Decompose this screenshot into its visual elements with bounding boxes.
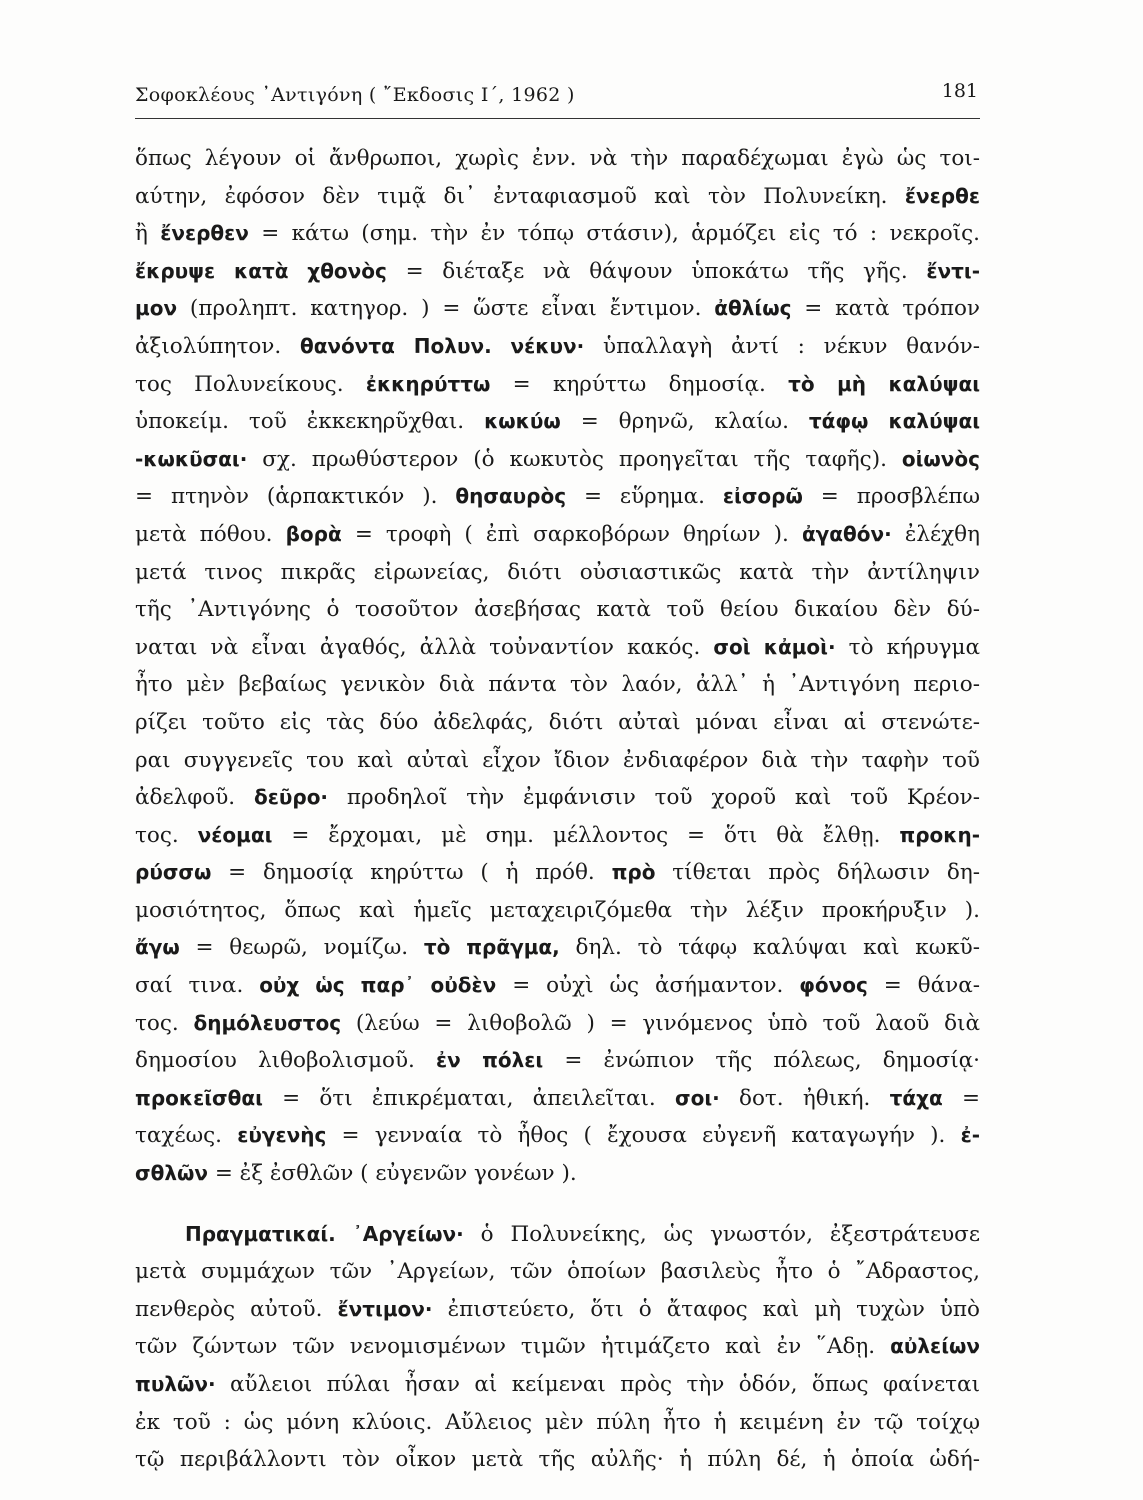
lemma-term: οἰωνὸς bbox=[901, 446, 980, 471]
gloss-text: τος. bbox=[135, 1010, 194, 1036]
lemma-term: τὸ πρᾶγμα, bbox=[423, 935, 560, 960]
gloss-text: δηλ. τὸ τάφῳ καλύψαι καὶ κωκῦ- bbox=[559, 935, 980, 961]
lemma-term: ἐ- bbox=[960, 1123, 981, 1148]
gloss-text: = θεωρῶ, νομίζω. bbox=[179, 935, 424, 961]
text-line bbox=[135, 1328, 980, 1366]
text-line bbox=[135, 516, 980, 554]
lemma-term: Πραγματικαί. ᾿Αργείων· bbox=[185, 1221, 464, 1246]
gloss-text: μετά τινος πικρᾶς εἰρωνείας, διότι οὐσιαστικῶς κατὰ τὴν ἀντίληψιν bbox=[135, 559, 980, 585]
text-line bbox=[135, 742, 980, 780]
lemma-term: δημόλευστος bbox=[193, 1010, 342, 1035]
text-line bbox=[135, 1441, 980, 1479]
gloss-text: αὔλειοι πύλαι ἦσαν αἱ κείμεναι πρὸς τὴν ὁδόν, ὅπως φαίνεται bbox=[215, 1372, 980, 1397]
text-line bbox=[135, 1080, 980, 1118]
gloss-text: ἐκ τοῦ : ὡς μόνη κλύοις. Αὔλειος μὲν πύλη ἦτο ἡ κειμένη ἐν τῷ τοίχῳ bbox=[135, 1409, 980, 1435]
gloss-text: = οὐχὶ ὡς ἀσήμαντον. bbox=[496, 973, 800, 999]
lemma-term: τὸ μὴ καλύψαι bbox=[788, 371, 980, 396]
gloss-text: τῆς ᾿Αντιγόνης ὁ τοσοῦτον ἀσεβήσας κατὰ τοῦ θείου δικαίου δὲν δύ- bbox=[135, 597, 980, 623]
gloss-text: σαί τινα. bbox=[135, 973, 260, 999]
text-line bbox=[135, 817, 980, 855]
running-header bbox=[135, 78, 980, 119]
lemma-term: ἔκρυψε κατὰ χθονὸς bbox=[135, 258, 387, 283]
gloss-text: = κατὰ τρόπον bbox=[791, 296, 981, 322]
gloss-text: μοσιότητος, ὅπως καὶ ἡμεῖς μεταχειριζόμεθα τὴν λέξιν προκήρυξιν ). bbox=[135, 897, 980, 923]
text-line bbox=[135, 290, 980, 328]
gloss-text: (λεύω = λιθοβολῶ ) = γινόμενος ὑπὸ τοῦ λαοῦ διὰ bbox=[341, 1010, 980, 1036]
gloss-text: = κηρύττω δημοσίᾳ. bbox=[490, 371, 789, 397]
text-line bbox=[135, 366, 980, 404]
gloss-text: = κάτω (σημ. τὴν ἐν τόπῳ στάσιν), ἁρμόζει εἰς τό : νεκροῖς. bbox=[248, 221, 981, 247]
gloss-text: = θάνα- bbox=[867, 973, 980, 999]
gloss-text: = θρηνῶ, κλαίω. bbox=[560, 409, 809, 435]
text-line bbox=[135, 629, 980, 667]
text-line bbox=[135, 1117, 980, 1155]
gloss-text: ὑποκείμ. τοῦ ἐκκεκηρῦχθαι. bbox=[135, 409, 485, 435]
lemma-term: τάφῳ καλύψαι bbox=[808, 409, 980, 434]
text-line bbox=[135, 967, 980, 1005]
lemma-term: -κωκῦσαι· bbox=[135, 446, 248, 471]
text-line bbox=[135, 1155, 980, 1193]
text-line bbox=[135, 1216, 980, 1254]
gloss-text: μετὰ πόθου. bbox=[135, 521, 286, 547]
lemma-term: σοὶ κἀμοὶ· bbox=[713, 634, 836, 659]
lemma-term: νέομαι bbox=[197, 822, 273, 847]
gloss-text: δημοσίου λιθοβολισμοῦ. bbox=[135, 1048, 437, 1074]
lemma-term: κωκύω bbox=[484, 409, 561, 434]
header-title: Σοφοκλέους ᾿Αντιγόνη ( ῎Εκδοσις Ι΄, 1962 ) bbox=[135, 84, 575, 106]
gloss-text: ρίζει τοῦτο εἰς τὰς δύο ἀδελφάς, διότι αὐταὶ μόναι εἶναι αἱ στενώτε- bbox=[135, 709, 980, 735]
gloss-text: ραι συγγενεῖς του καὶ αὐταὶ εἶχον ἴδιον ἐνδιαφέρον διὰ τὴν ταφὴν τοῦ bbox=[135, 747, 980, 773]
gloss-text: ἐλέχθη bbox=[891, 521, 980, 547]
gloss-text: πενθερὸς αὐτοῦ. bbox=[135, 1296, 338, 1322]
lemma-term: αὐλείων bbox=[890, 1334, 980, 1359]
gloss-text: = bbox=[942, 1085, 980, 1111]
text-line bbox=[135, 1253, 980, 1291]
lemma-term: ἄγω bbox=[135, 935, 180, 960]
text-line bbox=[135, 1005, 980, 1043]
gloss-text: ἀδελφοῦ. bbox=[135, 785, 254, 811]
text-line bbox=[135, 140, 980, 178]
gloss-text: προδηλοῖ τὴν ἐμφάνισιν τοῦ χοροῦ καὶ τοῦ Κρέον- bbox=[328, 785, 980, 811]
lemma-term: εὐγενὴς bbox=[237, 1123, 327, 1148]
text-line bbox=[135, 666, 980, 704]
gloss-text: (προληπτ. κατηγορ. ) = ὥστε εἶναι ἔντιμον. bbox=[177, 296, 715, 322]
gloss-text: ὑπαλλαγὴ ἀντί : νέκυν θανόν- bbox=[584, 333, 980, 359]
lemma-term: προκη- bbox=[899, 822, 980, 847]
gloss-text: = διέταξε νὰ θάψουν ὑποκάτω τῆς γῆς. bbox=[386, 258, 927, 284]
lemma-term: ἀγαθόν· bbox=[801, 521, 892, 546]
gloss-text: = εὕρημα. bbox=[566, 484, 723, 510]
text-line bbox=[135, 1404, 980, 1442]
gloss-text: τος Πολυνείκους. bbox=[135, 371, 366, 397]
text-line bbox=[135, 441, 980, 479]
lemma-term: θησαυρὸς bbox=[455, 484, 567, 509]
gloss-text: αύτην, ἐφόσον δὲν τιμᾷ δι᾿ ἐνταφιασμοῦ καὶ τὸν Πολυνείκη. bbox=[135, 183, 905, 209]
text-line bbox=[135, 854, 980, 892]
gloss-text: = ὅτι ἐπικρέμαται, ἀπειλεῖται. bbox=[262, 1085, 676, 1111]
lemma-term: βορὰ bbox=[285, 521, 342, 546]
gloss-text: ἀξιολύπητον. bbox=[135, 333, 300, 359]
text-line bbox=[135, 253, 980, 291]
lemma-term: σοι· bbox=[675, 1085, 720, 1110]
gloss-text: τῶν ζώντων τῶν νενομισμένων τιμῶν ἠτιμάζετο καὶ ἐν ῞Αδῃ. bbox=[135, 1334, 891, 1360]
lemma-term: προκεῖσθαι bbox=[135, 1085, 263, 1110]
lemma-term: πρὸ bbox=[611, 860, 656, 885]
gloss-text: = γενναία τὸ ἦθος ( ἔχουσα εὐγενῆ καταγωγήν ). bbox=[326, 1123, 961, 1149]
lemma-term: φόνος bbox=[799, 973, 868, 998]
gloss-text: ἢ bbox=[135, 221, 161, 247]
paragraph-factual-notes bbox=[135, 1216, 980, 1479]
gloss-text: ἐπιστεύετο, ὅτι ὁ ἄταφος καὶ μὴ τυχὼν ὑπὸ bbox=[432, 1296, 980, 1322]
text-line bbox=[135, 178, 980, 216]
text-line bbox=[135, 779, 980, 817]
text-line bbox=[135, 591, 980, 629]
text-line bbox=[135, 1042, 980, 1080]
lemma-term: ρύσσω bbox=[135, 860, 212, 885]
text-line bbox=[135, 929, 980, 967]
gloss-text: τὸ κήρυγμα bbox=[835, 634, 980, 660]
text-line bbox=[135, 215, 980, 253]
paragraph-gap bbox=[135, 1193, 980, 1216]
gloss-text: ναται νὰ εἶναι ἀγαθός, ἀλλὰ τοὐναντίον κακός. bbox=[135, 634, 714, 660]
page-number: 181 bbox=[941, 80, 978, 102]
lemma-term: ἐκκηρύττω bbox=[365, 371, 491, 396]
lemma-term: δεῦρο· bbox=[254, 785, 329, 810]
text-line bbox=[135, 1291, 980, 1329]
gloss-text: = δημοσίᾳ κηρύττω ( ἡ πρόθ. bbox=[211, 860, 612, 886]
text-line bbox=[135, 554, 980, 592]
lemma-term: ἔνερθεν bbox=[160, 221, 249, 246]
gloss-text: ὅπως λέγουν οἱ ἄνθρωποι, χωρὶς ἐνν. νὰ τὴν παραδέχωμαι ἐγὼ ὡς τοι- bbox=[135, 146, 980, 171]
body-text bbox=[135, 140, 980, 1479]
gloss-text: = ἐνώπιον τῆς πόλεως, δημοσίᾳ· bbox=[543, 1048, 980, 1074]
gloss-text: τῷ περιβάλλοντι τὸν οἶκον μετὰ τῆς αὐλῆς· ἡ πύλη δέ, ἡ ὁποία ὡδή- bbox=[135, 1447, 980, 1473]
paragraph-lexical-notes bbox=[135, 140, 980, 1193]
text-line bbox=[135, 403, 980, 441]
gloss-text: σχ. πρωθύστερον (ὁ κωκυτὸς προηγεῖται τῆς ταφῆς). bbox=[247, 446, 902, 472]
gloss-text: = πτηνὸν (ἁρπακτικόν ). bbox=[135, 484, 456, 510]
gloss-text: ταχέως. bbox=[135, 1123, 238, 1149]
lemma-term: ἔντιμον· bbox=[337, 1296, 433, 1321]
gloss-text: = ἐξ ἐσθλῶν ( εὐγενῶν γονέων ). bbox=[207, 1161, 577, 1187]
lemma-term: τάχα bbox=[889, 1085, 943, 1110]
lemma-term: ἐν πόλει bbox=[436, 1048, 544, 1073]
text-line bbox=[135, 704, 980, 742]
lemma-term: πυλῶν· bbox=[135, 1372, 216, 1396]
lemma-term: σθλῶν bbox=[135, 1161, 208, 1186]
lemma-term: ἔντι- bbox=[926, 258, 980, 283]
text-line bbox=[135, 1366, 980, 1404]
gloss-text: τος. bbox=[135, 822, 198, 848]
lemma-term: εἰσορῶ bbox=[722, 484, 803, 509]
lemma-term: ἔνερθε bbox=[904, 183, 980, 208]
lemma-term: οὐχ ὡς παρ᾿ οὐδὲν bbox=[259, 973, 497, 998]
lemma-term: μον bbox=[135, 296, 178, 321]
gloss-text: ἦτο μὲν βεβαίως γενικὸν διὰ πάντα τὸν λαόν, ἀλλ᾿ ἡ ᾿Αντιγόνη περιο- bbox=[135, 672, 980, 698]
lemma-term: ἀθλίως bbox=[714, 296, 792, 321]
gloss-text: τίθεται πρὸς δήλωσιν δη- bbox=[655, 860, 980, 886]
gloss-text: = προσβλέπω bbox=[802, 484, 980, 510]
text-line bbox=[135, 478, 980, 516]
text-line bbox=[135, 892, 980, 930]
gloss-text: = τροφὴ ( ἐπὶ σαρκοβόρων θηρίων ). bbox=[341, 521, 802, 547]
gloss-text: = ἔρχομαι, μὲ σημ. μέλλοντος = ὅτι θὰ ἔλθῃ. bbox=[272, 822, 900, 848]
text-line bbox=[135, 328, 980, 366]
lemma-term: θανόντα Πολυν. νέκυν· bbox=[299, 333, 585, 358]
gloss-text: μετὰ συμμάχων τῶν ᾿Αργείων, τῶν ὁποίων βασιλεὺς ἦτο ὁ ῎Αδραστος, bbox=[135, 1259, 980, 1285]
gloss-text: δοτ. ἠθική. bbox=[719, 1085, 890, 1111]
gloss-text: ὁ Πολυνείκης, ὡς γνωστόν, ἐξεστράτευσε bbox=[463, 1221, 980, 1247]
